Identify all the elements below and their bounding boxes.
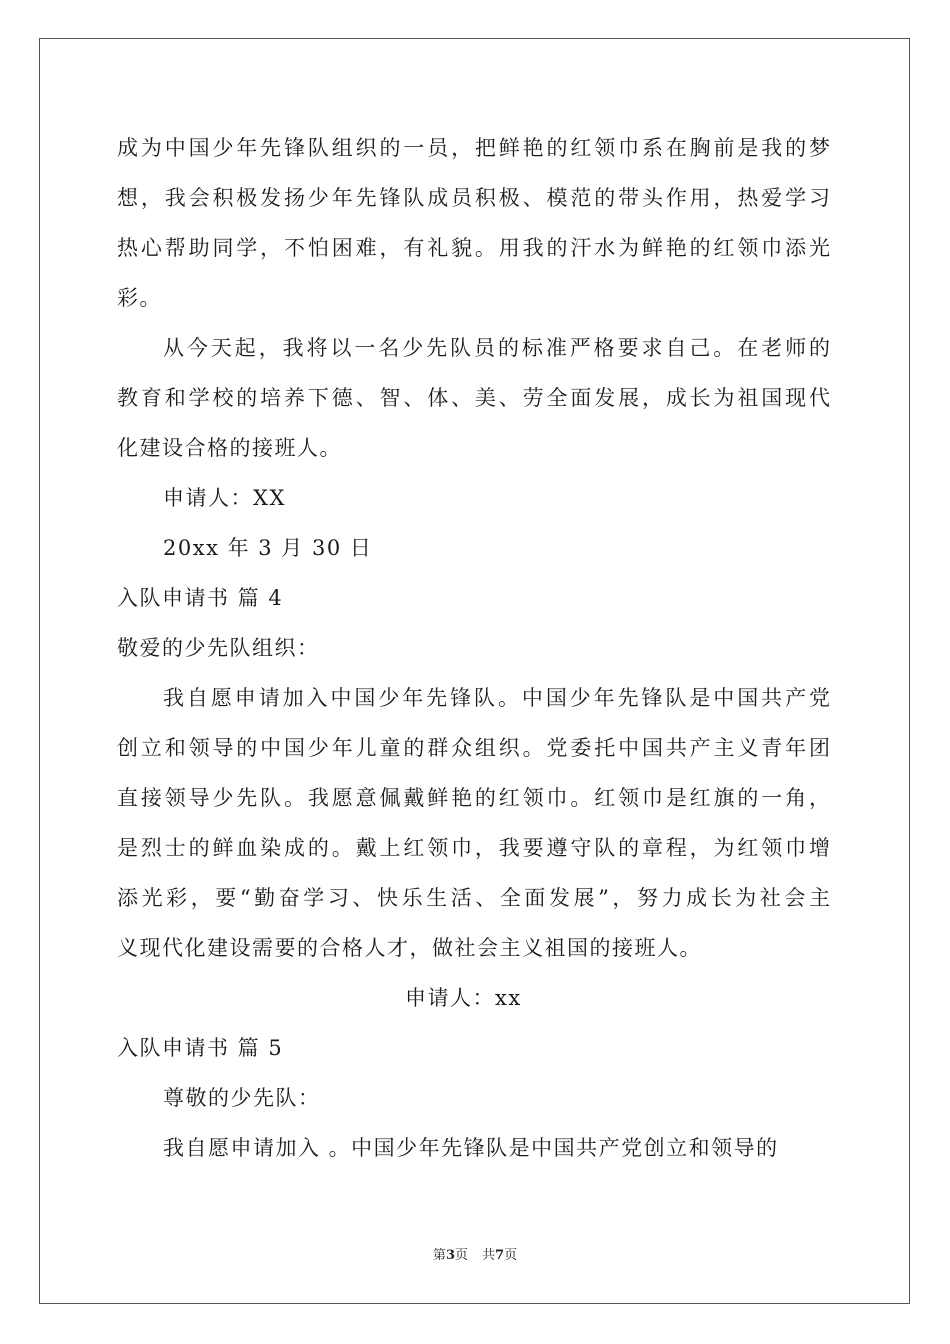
page-border	[39, 38, 910, 1304]
paragraph-line: 从今天起，我将以一名少先队员的标准严格要求自己。在老师的	[163, 336, 830, 360]
paragraph-line: 直接领导少先队。我愿意佩戴鲜艳的红领巾。红领巾是红旗的一角，	[117, 786, 830, 810]
current-page-number: 3	[445, 1248, 455, 1263]
paragraph-line: 添光彩，要“勤奋学习、快乐生活、全面发展”，努力成长为社会主	[117, 886, 830, 910]
page-prefix: 第	[432, 1248, 446, 1263]
paragraph-line: 热心帮助同学，不怕困难，有礼貌。用我的汗水为鲜艳的红领巾添光	[117, 236, 830, 260]
salutation: 敬爱的少先队组织：	[117, 636, 320, 660]
applicant-signature: 申请人：xx	[405, 986, 522, 1010]
paragraph-line: 我自愿申请加入 。中国少年先锋队是中国共产党创立和领导的	[163, 1136, 779, 1160]
total-page-number: 7	[495, 1248, 505, 1263]
application-date: 20xx 年 3 月 30 日	[163, 536, 373, 560]
applicant-signature: 申请人：XX	[163, 486, 286, 510]
paragraph-line: 彩。	[117, 286, 162, 310]
paragraph-line: 教育和学校的培养下德、智、体、美、劳全面发展，成长为祖国现代	[117, 386, 830, 410]
paragraph-line: 创立和领导的中国少年儿童的群众组织。党委托中国共产主义青年团	[117, 736, 830, 760]
section-heading: 入队申请书 篇 4	[117, 586, 284, 610]
paragraph-line: 我自愿申请加入中国少年先锋队。中国少年先锋队是中国共产党	[163, 686, 830, 710]
section-heading: 入队申请书 篇 5	[117, 1036, 284, 1060]
paragraph-line: 化建设合格的接班人。	[117, 436, 342, 460]
total-unit: 页	[504, 1248, 518, 1263]
paragraph-line: 义现代化建设需要的合格人才，做社会主义祖国的接班人。	[117, 936, 702, 960]
total-prefix: 共	[482, 1248, 496, 1263]
page-footer	[0, 1248, 950, 1264]
page-unit: 页	[454, 1248, 468, 1263]
salutation: 尊敬的少先队：	[163, 1086, 321, 1110]
paragraph-line: 是烈士的鲜血染成的。戴上红领巾，我要遵守队的章程，为红领巾增	[117, 836, 830, 860]
paragraph-line: 成为中国少年先锋队组织的一员，把鲜艳的红领巾系在胸前是我的梦	[117, 136, 830, 160]
paragraph-line: 想，我会积极发扬少年先锋队成员积极、模范的带头作用，热爱学习	[117, 186, 830, 210]
